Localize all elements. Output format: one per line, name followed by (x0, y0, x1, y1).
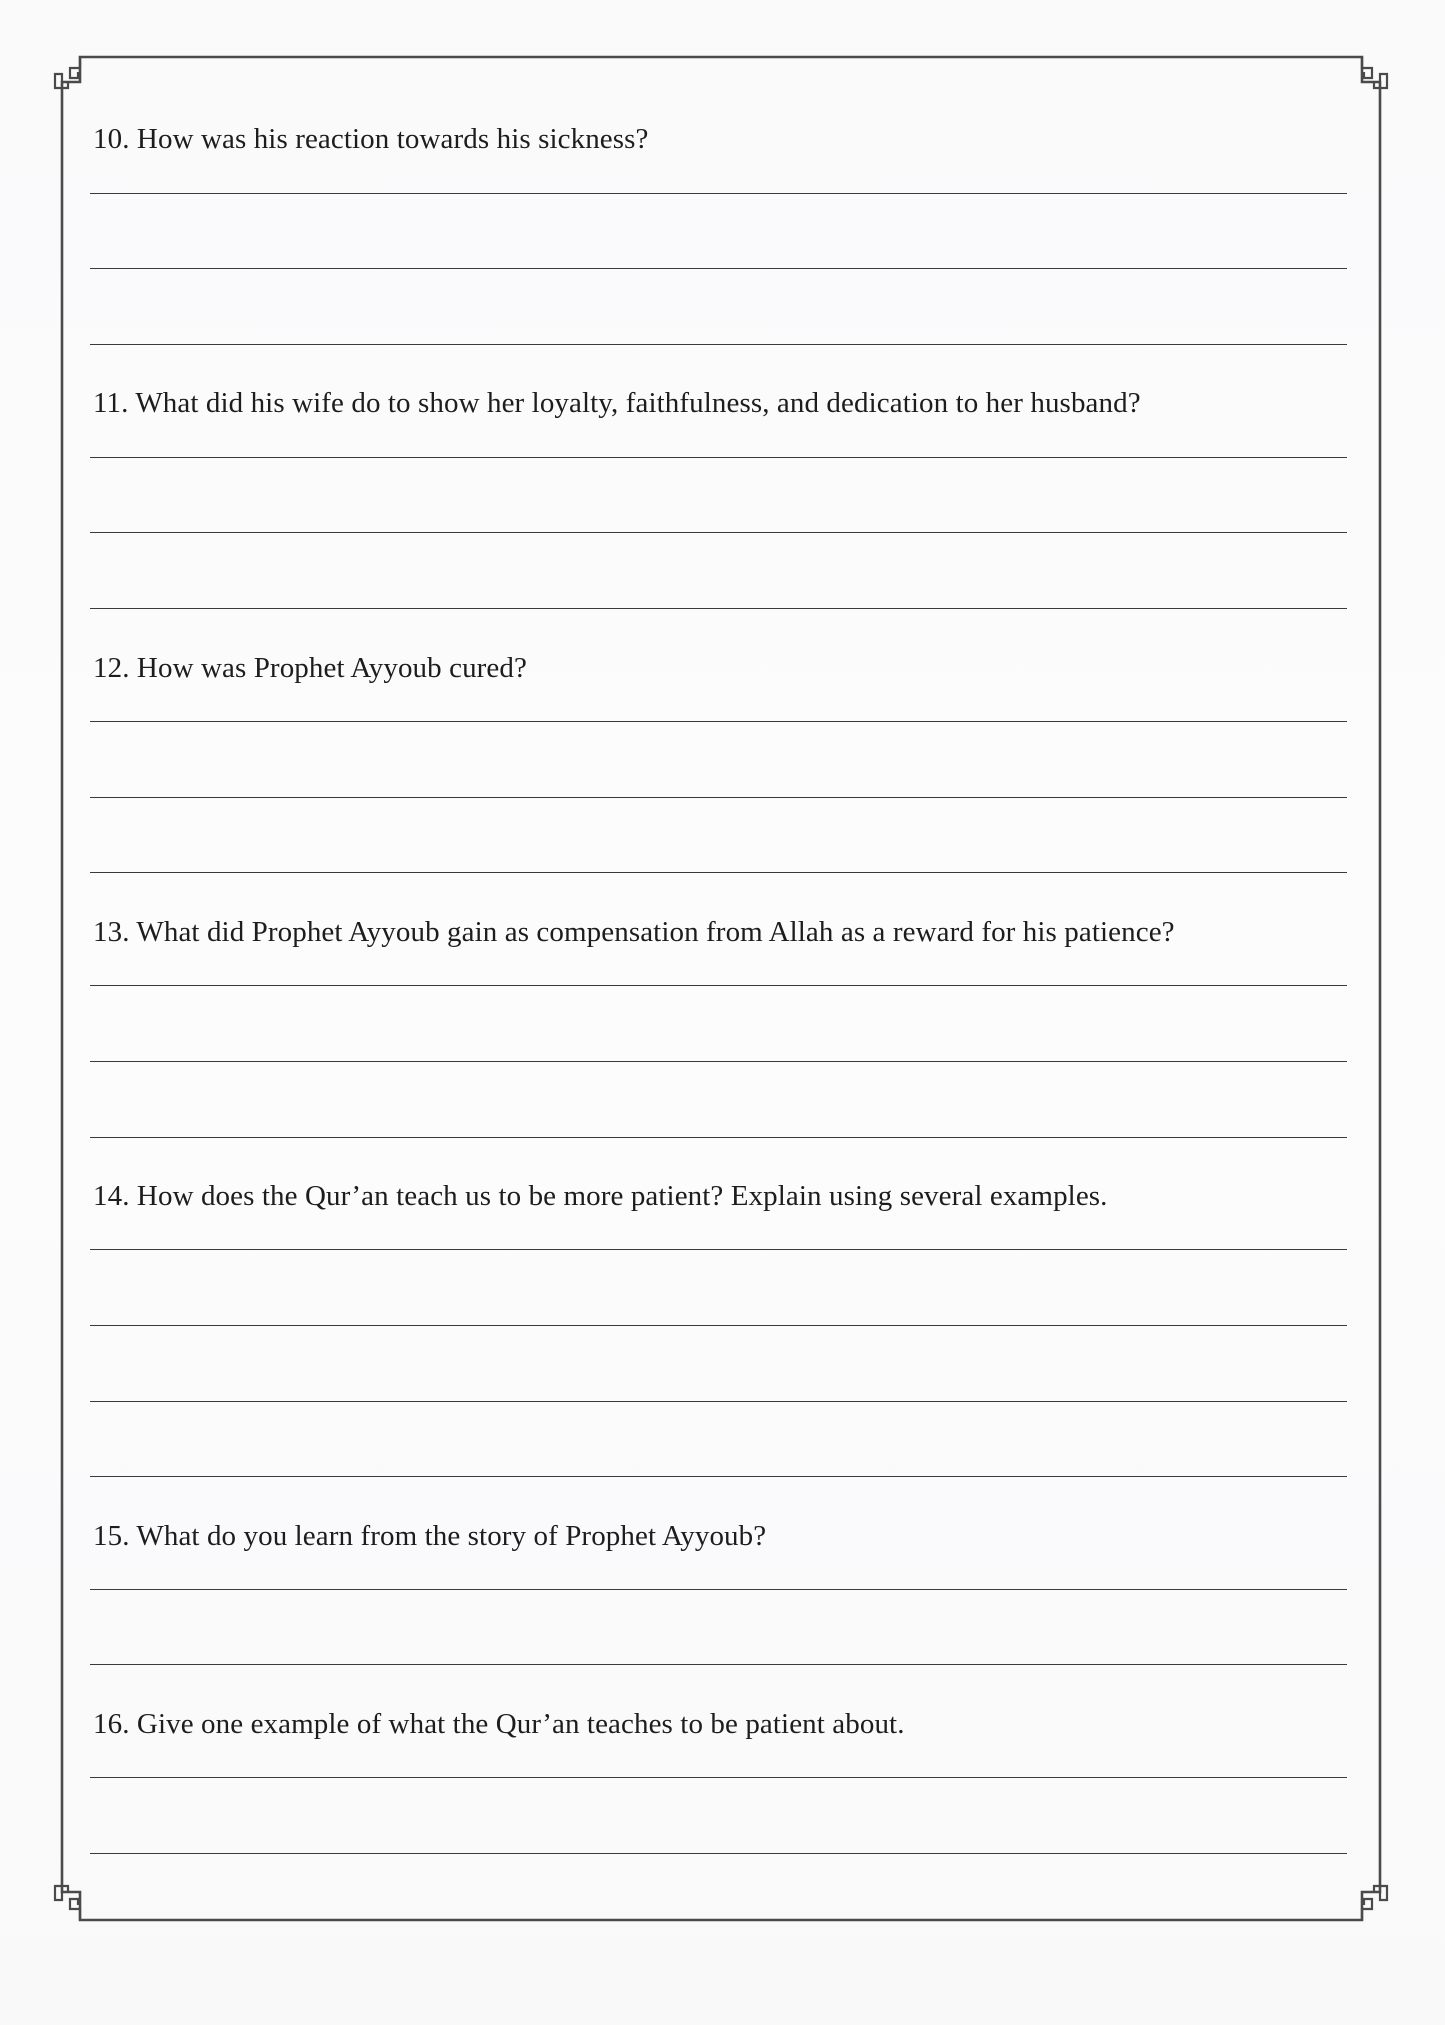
answer-line[interactable] (90, 1853, 1347, 1854)
question-number: 15. (93, 1520, 130, 1552)
answer-line[interactable] (90, 344, 1347, 345)
question-text (93, 1519, 766, 1553)
question-prompt: What do you learn from the story of Prophet Ayyoub? (136, 1520, 767, 1552)
question-text (93, 122, 649, 156)
answer-line[interactable] (90, 1325, 1347, 1326)
question-prompt: What did his wife do to show her loyalty, faithfulness, and dedication to her husband? (135, 387, 1141, 419)
answer-line[interactable] (90, 872, 1347, 873)
question-prompt: How was Prophet Ayyoub cured? (136, 652, 527, 684)
answer-line[interactable] (90, 608, 1347, 609)
answer-line[interactable] (90, 1061, 1347, 1062)
question-text (93, 386, 1141, 420)
question-number: 11. (93, 387, 129, 419)
question-text (93, 651, 527, 685)
question-prompt: How was his reaction towards his sickness? (136, 123, 649, 155)
question-number: 14. (93, 1180, 130, 1212)
answer-line[interactable] (90, 457, 1347, 458)
question-number: 13. (93, 916, 130, 948)
answer-line[interactable] (90, 532, 1347, 533)
answer-line[interactable] (90, 268, 1347, 269)
question-text (93, 915, 1175, 949)
question-number: 12. (93, 652, 130, 684)
question-number: 10. (93, 123, 130, 155)
answer-line[interactable] (90, 985, 1347, 986)
question-prompt: What did Prophet Ayyoub gain as compensation from Allah as a reward for his patience? (136, 916, 1175, 948)
answer-line[interactable] (90, 1401, 1347, 1402)
answer-line[interactable] (90, 1476, 1347, 1477)
corner-ornament-icons (55, 57, 1387, 1920)
answer-line[interactable] (90, 797, 1347, 798)
question-text (93, 1179, 1108, 1213)
answer-line[interactable] (90, 1664, 1347, 1665)
question-prompt: Give one example of what the Qur’an teaches to be patient about. (136, 1708, 905, 1740)
answer-line[interactable] (90, 1589, 1347, 1590)
question-text (93, 1707, 905, 1741)
answer-line[interactable] (90, 1249, 1347, 1250)
answer-line[interactable] (90, 1777, 1347, 1778)
answer-line[interactable] (90, 1137, 1347, 1138)
question-prompt: How does the Qur’an teach us to be more patient? Explain using several examples. (136, 1180, 1108, 1212)
answer-line[interactable] (90, 193, 1347, 194)
answer-line[interactable] (90, 721, 1347, 722)
question-number: 16. (93, 1708, 130, 1740)
